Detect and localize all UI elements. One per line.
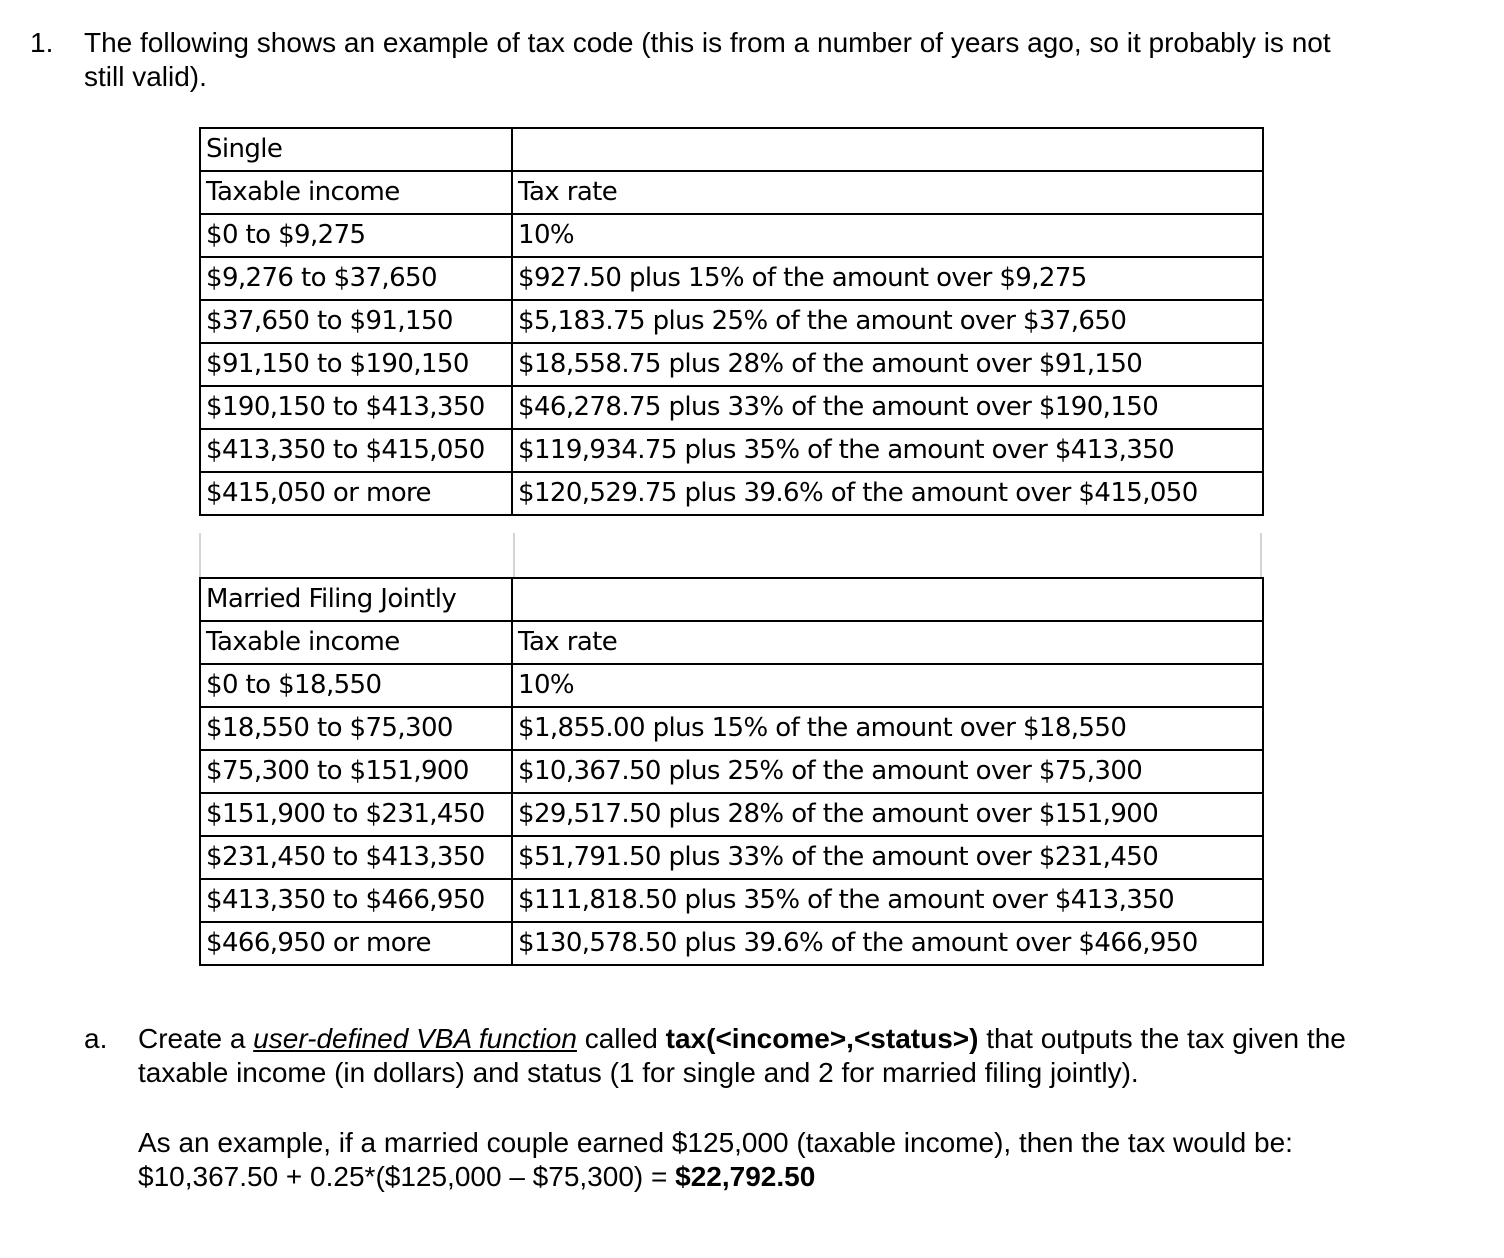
- part-a-text-after: that outputs the tax given the: [978, 1023, 1346, 1054]
- income-range-cell: $413,350 to $466,950: [200, 879, 512, 922]
- table-row: [200, 429, 1263, 472]
- empty-cell: [512, 578, 1263, 621]
- income-range-cell: $9,276 to $37,650: [200, 257, 512, 300]
- tax-rate-cell: $46,278.75 plus 33% of the amount over $190,150: [512, 386, 1263, 429]
- table-row: [200, 472, 1263, 515]
- header-tax-rate: Tax rate: [512, 621, 1263, 664]
- tax-rate-cell: $1,855.00 plus 15% of the amount over $18,550: [512, 707, 1263, 750]
- income-range-cell: $0 to $18,550: [200, 664, 512, 707]
- income-range-cell: $415,050 or more: [200, 472, 512, 515]
- single-tax-table: [199, 127, 1264, 516]
- table-row: [200, 300, 1263, 343]
- tax-rate-cell: $29,517.50 plus 28% of the amount over $151,900: [512, 793, 1263, 836]
- question-text: [84, 26, 1474, 94]
- tax-rate-cell: $51,791.50 plus 33% of the amount over $231,450: [512, 836, 1263, 879]
- table-row: [200, 879, 1263, 922]
- income-range-cell: $0 to $9,275: [200, 214, 512, 257]
- tax-rate-cell: $10,367.50 plus 25% of the amount over $75,300: [512, 750, 1263, 793]
- table-header-row: [200, 171, 1263, 214]
- income-range-cell: $151,900 to $231,450: [200, 793, 512, 836]
- income-range-cell: $466,950 or more: [200, 922, 512, 965]
- table-row: [200, 257, 1263, 300]
- table-row: [200, 922, 1263, 965]
- example-block: [138, 1126, 1293, 1194]
- tax-rate-cell: $111,818.50 plus 35% of the amount over $413,350: [512, 879, 1263, 922]
- tax-rate-cell: $927.50 plus 15% of the amount over $9,275: [512, 257, 1263, 300]
- part-a-line-1: [138, 1022, 1478, 1056]
- table-title: Married Filing Jointly: [200, 578, 512, 621]
- header-tax-rate: Tax rate: [512, 171, 1263, 214]
- tax-rate-cell: $120,529.75 plus 39.6% of the amount over $415,050: [512, 472, 1263, 515]
- tax-rate-cell: $5,183.75 plus 25% of the amount over $37,650: [512, 300, 1263, 343]
- vba-function-term: user-defined VBA function: [253, 1023, 577, 1054]
- part-a-label: a.: [84, 1023, 108, 1054]
- gap-divider: [513, 533, 515, 577]
- table-row: [200, 664, 1263, 707]
- part-a-text-middle: called: [576, 1023, 666, 1054]
- table-row: [200, 750, 1263, 793]
- income-range-cell: $190,150 to $413,350: [200, 386, 512, 429]
- income-range-cell: $37,650 to $91,150: [200, 300, 512, 343]
- example-line-1: As an example, if a married couple earned $125,000 (taxable income), then the tax would be:: [138, 1127, 1293, 1158]
- table-row: [200, 214, 1263, 257]
- example-calculation: $10,367.50 + 0.25*($125,000 – $75,300) =: [138, 1161, 676, 1192]
- empty-cell: [512, 128, 1263, 171]
- question-text-line-2: still valid).: [84, 61, 207, 92]
- table-row: [200, 343, 1263, 386]
- example-result: $22,792.50: [675, 1161, 816, 1192]
- part-a-text-before: Create a: [138, 1023, 254, 1054]
- tax-rate-cell: $18,558.75 plus 28% of the amount over $91,150: [512, 343, 1263, 386]
- tax-rate-cell: $119,934.75 plus 35% of the amount over $413,350: [512, 429, 1263, 472]
- table-row: [200, 386, 1263, 429]
- table-title: Single: [200, 128, 512, 171]
- table-header-row: [200, 621, 1263, 664]
- income-range-cell: $18,550 to $75,300: [200, 707, 512, 750]
- table-gap-row: [199, 533, 1262, 577]
- table-row: [200, 836, 1263, 879]
- tax-rate-cell: $130,578.50 plus 39.6% of the amount over $466,950: [512, 922, 1263, 965]
- header-taxable-income: Taxable income: [200, 171, 512, 214]
- header-taxable-income: Taxable income: [200, 621, 512, 664]
- function-signature: tax(<income>,<status>): [665, 1023, 979, 1054]
- table-row: [200, 793, 1263, 836]
- part-a-text: [138, 1022, 1478, 1090]
- income-range-cell: $413,350 to $415,050: [200, 429, 512, 472]
- tax-rate-cell: 10%: [512, 664, 1263, 707]
- income-range-cell: $75,300 to $151,900: [200, 750, 512, 793]
- income-range-cell: $231,450 to $413,350: [200, 836, 512, 879]
- table-title-row: [200, 128, 1263, 171]
- married-tax-table: [199, 577, 1264, 966]
- question-number: 1.: [30, 27, 54, 58]
- tax-rate-cell: 10%: [512, 214, 1263, 257]
- part-a-line-2: taxable income (in dollars) and status (1 for single and 2 for married filing jointly).: [138, 1057, 1139, 1088]
- income-range-cell: $91,150 to $190,150: [200, 343, 512, 386]
- question-text-line-1: The following shows an example of tax code (this is from a number of years ago, so it probably is not: [84, 27, 1331, 58]
- table-title-row: [200, 578, 1263, 621]
- example-line-2: [138, 1160, 1293, 1194]
- table-row: [200, 707, 1263, 750]
